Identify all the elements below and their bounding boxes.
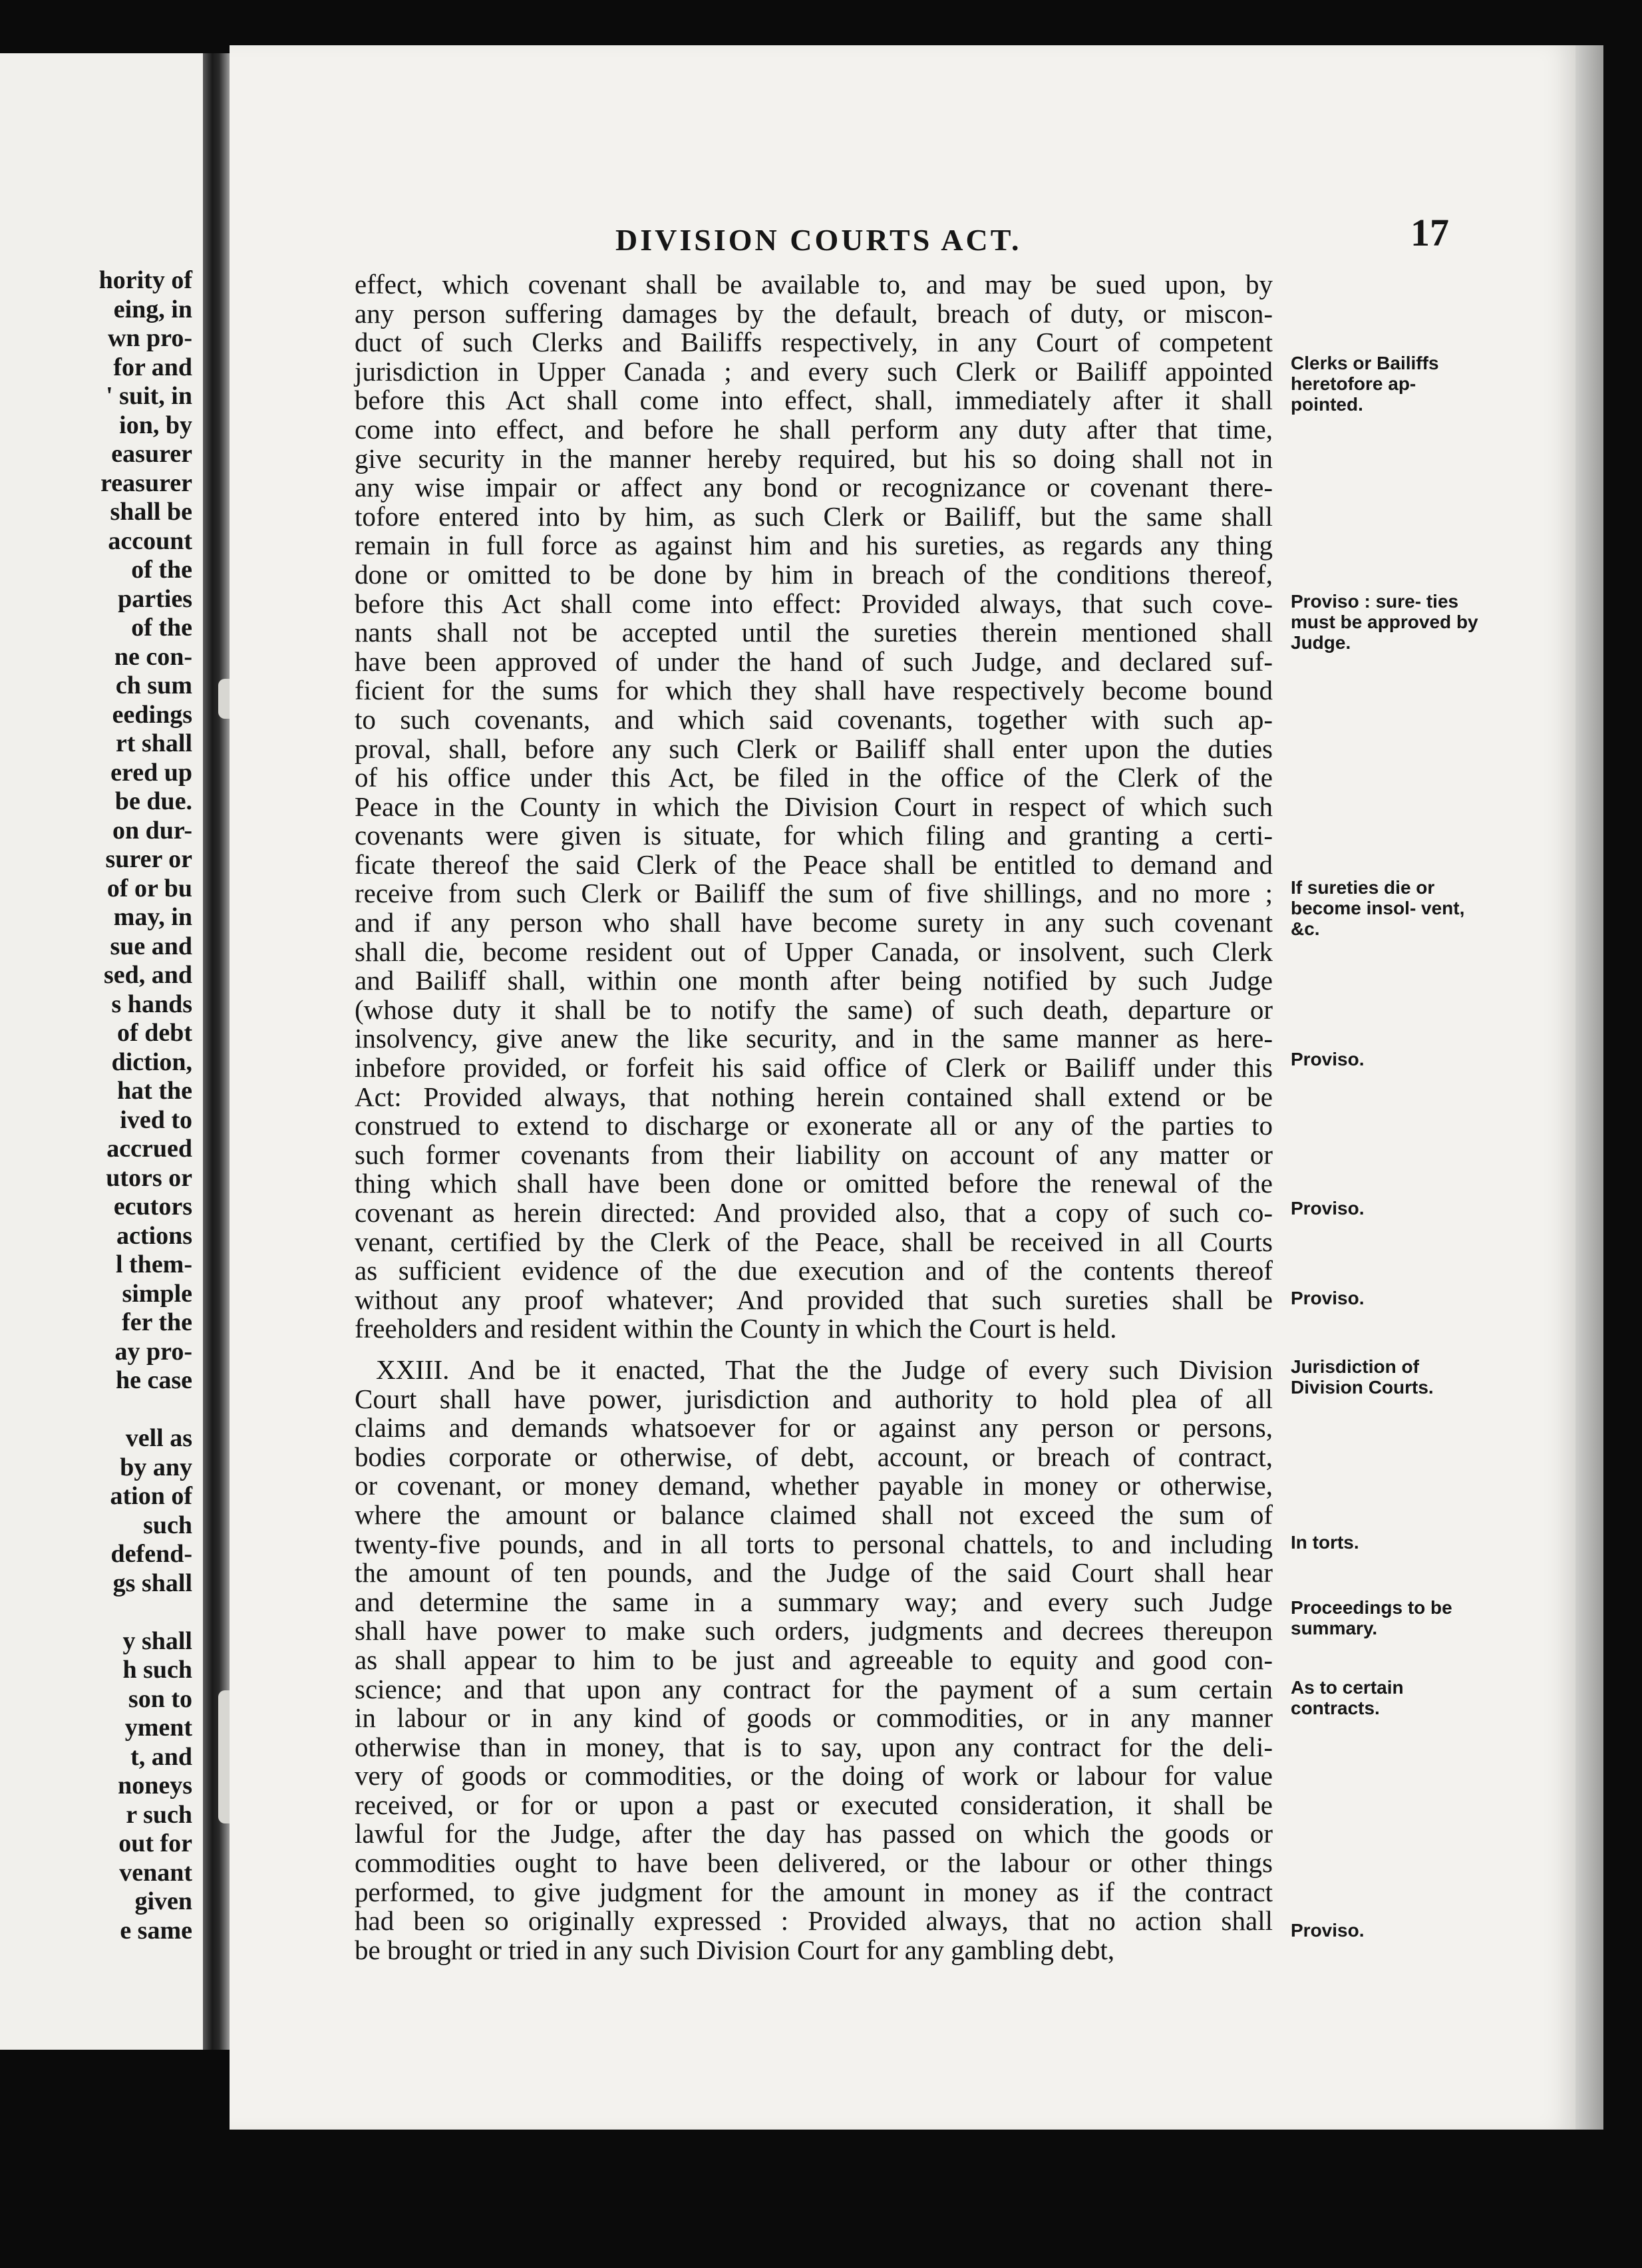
text-line: nants shall not be accepted until the sureties therein mentioned shall <box>355 617 1273 648</box>
facing-page-line: ered up <box>110 758 192 787</box>
margin-note: Proviso. <box>1291 1198 1365 1219</box>
facing-page-line: ay pro- <box>114 1337 192 1366</box>
text-line: lawful for the Judge, after the day has passed on which the goods or <box>355 1818 1273 1849</box>
text-line: (whose duty it shall be to notify the same) of such death, departure or <box>355 994 1273 1025</box>
facing-page-line: account <box>108 526 192 555</box>
text-line: insolvency, give anew the like security, and in the same manner as here- <box>355 1023 1273 1054</box>
text-line: XXIII. And be it enacted, That the the Judge of every such Division <box>376 1354 1273 1385</box>
text-line: and Bailiff shall, within one month after being notified by such Judge <box>355 965 1273 996</box>
body-text <box>355 270 1273 1965</box>
text-line: ficate thereof the said Clerk of the Peace shall be entitled to demand and <box>355 849 1273 880</box>
text-line: where the amount or balance claimed shall not exceed the sum of <box>355 1499 1273 1530</box>
facing-page-line: accrued <box>106 1135 192 1163</box>
facing-page-line: shall be <box>110 498 192 526</box>
facing-page-line: on dur- <box>112 816 192 845</box>
facing-page-line: hat the <box>117 1077 192 1105</box>
facing-page-line: e same <box>120 1916 192 1945</box>
margin-note: In torts. <box>1291 1532 1359 1553</box>
text-line: venant, certified by the Clerk of the Peace, shall be received in all Courts <box>355 1226 1273 1257</box>
text-line: inbefore provided, or forfeit his said office of Clerk or Bailiff under this <box>355 1052 1273 1083</box>
page-edge <box>1575 45 1603 2130</box>
facing-page-line: ation of <box>110 1482 192 1510</box>
facing-page-line: be due. <box>114 787 192 815</box>
text-line: duct of such Clerks and Bailiffs respectively, in any Court of competent <box>355 327 1273 358</box>
facing-page-line: given <box>134 1887 192 1915</box>
margin-note: Proviso : sure- ties must be approved by Judge. <box>1291 591 1478 653</box>
text-line: tofore entered into by him, as such Clerk or Bailiff, but the same shall <box>355 500 1273 532</box>
facing-page-line: sue and <box>110 932 192 960</box>
facing-page-line: may, in <box>113 903 192 931</box>
facing-page-line: l them- <box>115 1250 192 1278</box>
facing-page-line: simple <box>122 1279 192 1308</box>
text-line: covenant as herein directed: And provided also, that a copy of such co- <box>355 1197 1273 1228</box>
text-line: done or omitted to be done by him in breach of the conditions thereof, <box>355 558 1273 590</box>
margin-note: Clerks or Bailiffs heretofore ap- pointed. <box>1291 353 1439 415</box>
text-line: any wise impair or affect any bond or recognizance or covenant there- <box>355 472 1273 503</box>
text-line: come into effect, and before he shall perform any duty after that time, <box>355 413 1273 445</box>
text-line: before this Act shall come into effect, shall, immediately after it shall <box>355 385 1273 416</box>
margin-note: Jurisdiction of Division Courts. <box>1291 1356 1434 1398</box>
facing-page-line: of debt <box>117 1019 192 1047</box>
facing-page-line: ived to <box>120 1105 192 1134</box>
text-line: the amount of ten pounds, and the Judge of the said Court shall hear <box>355 1557 1273 1589</box>
text-line: any person suffering damages by the default, breach of duty, or miscon- <box>355 297 1273 329</box>
facing-page-line: of or bu <box>106 874 192 902</box>
text-line: Peace in the County in which the Division Court in respect of which such <box>355 791 1273 822</box>
facing-page-line: y shall <box>122 1626 192 1655</box>
text-line: ficient for the sums for which they shall have respectively become bound <box>355 675 1273 706</box>
facing-page-line: hority of <box>98 266 192 294</box>
text-line: bodies corporate or otherwise, of debt, account, or breach of contract, <box>355 1441 1273 1472</box>
facing-page-line: fer the <box>122 1308 192 1336</box>
text-line: Court shall have power, jurisdiction and authority to hold plea of all <box>355 1383 1273 1414</box>
facing-page-line: r such <box>126 1800 192 1829</box>
facing-page-line: eing, in <box>113 295 192 323</box>
text-line: have been approved of under the hand of such Judge, and declared suf- <box>355 646 1273 677</box>
text-line: remain in full force as against him and his sureties, as regards any thing <box>355 530 1273 561</box>
text-line: such former covenants from their liability on account of any matter or <box>355 1139 1273 1170</box>
text-line: had been so originally expressed : Provided always, that no action shall <box>355 1905 1273 1937</box>
text-line: and determine the same in a summary way; and every such Judge <box>355 1586 1273 1617</box>
text-line: received, or for or upon a past or executed consideration, it shall be <box>355 1789 1273 1820</box>
facing-page-line: rt shall <box>115 729 192 757</box>
margin-note: Proviso. <box>1291 1049 1365 1069</box>
margin-note: If sureties die or become insol- vent, &c. <box>1291 877 1465 939</box>
text-line: twenty-five pounds, and in all torts to personal chattels, to and including <box>355 1528 1273 1559</box>
facing-page-line: of the <box>131 614 192 642</box>
facing-page-line: parties <box>118 584 192 613</box>
text-line: shall die, become resident out of Upper Canada, or insolvent, such Clerk <box>355 936 1273 967</box>
facing-page-line: actions <box>116 1221 192 1250</box>
margin-note: Proceedings to be summary. <box>1291 1597 1452 1638</box>
facing-page-line: for and <box>113 353 192 381</box>
text-line: shall have power to make such orders, judgments and decrees thereupon <box>355 1615 1273 1646</box>
text-line: science; and that upon any contract for the payment of a sum certain <box>355 1673 1273 1704</box>
text-line: in labour or in any kind of goods or commodities, or in any manner <box>355 1702 1273 1734</box>
facing-page-line: son to <box>128 1684 192 1713</box>
paragraph-1 <box>355 270 1273 1344</box>
text-line: give security in the manner hereby required, but his so doing shall not in <box>355 443 1273 474</box>
facing-page-line: of the <box>131 556 192 584</box>
facing-page-line: ecutors <box>113 1193 192 1221</box>
text-line: as shall appear to him to be just and agreeable to equity and good con- <box>355 1644 1273 1675</box>
text-line: Act: Provided always, that nothing herein contained shall extend or be <box>355 1081 1273 1112</box>
text-line: proval, shall, before any such Clerk or Bailiff shall enter upon the duties <box>355 733 1273 764</box>
text-line: construed to extend to discharge or exonerate all or any of the parties to <box>355 1110 1273 1141</box>
margin-note: Proviso. <box>1291 1920 1365 1941</box>
text-line: performed, to give judgment for the amount in money as if the contract <box>355 1876 1273 1907</box>
text-line: as sufficient evidence of the due execution and of the contents thereof <box>355 1255 1273 1286</box>
paragraph-2-section-xxiii <box>355 1356 1273 1965</box>
text-line: jurisdiction in Upper Canada ; and every such Clerk or Bailiff appointed <box>355 355 1273 387</box>
facing-page-line: reasurer <box>100 469 192 497</box>
facing-page-line: defend- <box>110 1540 192 1568</box>
text-line: or covenant, or money demand, whether payable in money or otherwise, <box>355 1470 1273 1501</box>
facing-page-line: ne con- <box>114 642 192 671</box>
text-line: very of goods or commodities, or the doing of work or labour for value <box>355 1760 1273 1792</box>
text-line: without any proof whatever; And provided that such sureties shall be <box>355 1284 1273 1315</box>
facing-page-line: venant <box>119 1858 192 1887</box>
facing-page-line: diction, <box>111 1047 192 1076</box>
facing-page-line: ' suit, in <box>106 382 192 410</box>
facing-page-line: easurer <box>111 440 192 468</box>
facing-page-line: sed, and <box>103 961 192 989</box>
text-line: to such covenants, and which said covenants, together with such ap- <box>355 703 1273 735</box>
facing-page-line: t, and <box>130 1742 192 1771</box>
text-line: be brought or tried in any such Division Court for any gambling debt, <box>355 1934 1115 1965</box>
text-line: otherwise than in money, that is to say, upon any contract for the deli- <box>355 1731 1273 1762</box>
facing-page-line: he case <box>115 1366 192 1394</box>
facing-page-line: out for <box>118 1829 192 1857</box>
facing-page-line: wn pro- <box>107 324 192 352</box>
text-line: effect, which covenant shall be available to, and may be sued upon, by <box>355 269 1273 299</box>
text-line: thing which shall have been done or omitted before the renewal of the <box>355 1168 1273 1199</box>
facing-page-line: utors or <box>106 1163 192 1192</box>
text-line: freeholders and resident within the County in which the Court is held. <box>355 1313 1117 1344</box>
facing-page-line: noneys <box>118 1772 192 1799</box>
facing-page-line: h such <box>122 1656 192 1684</box>
text-line: before this Act shall come into effect: Provided always, that such cove- <box>355 588 1273 619</box>
text-line: claims and demands whatsoever for or against any person or persons, <box>355 1412 1273 1443</box>
running-head: DIVISION COURTS ACT. <box>615 223 1022 257</box>
facing-page-line: ch sum <box>115 671 192 699</box>
facing-page-line: s hands <box>111 990 192 1018</box>
facing-page-line: yment <box>124 1714 192 1742</box>
facing-page-line: vell as <box>125 1424 192 1452</box>
text-line: covenants were given is situate, for which filing and granting a certi- <box>355 820 1273 851</box>
margin-note: As to certain contracts. <box>1291 1677 1404 1718</box>
page-number: 17 <box>1410 211 1449 254</box>
facing-page-line: ion, by <box>119 411 192 439</box>
facing-page-fragment <box>0 53 203 2050</box>
facing-page-line: gs shall <box>112 1569 192 1597</box>
text-line: and if any person who shall have become surety in any such covenant <box>355 907 1273 938</box>
text-line: of his office under this Act, be filed in the office of the Clerk of the <box>355 762 1273 793</box>
text-line: commodities ought to have been delivered, or the labour or other things <box>355 1847 1273 1879</box>
facing-page-line: by any <box>120 1453 192 1481</box>
margin-note: Proviso. <box>1291 1288 1365 1308</box>
facing-page-line: such <box>143 1511 192 1539</box>
text-line: receive from such Clerk or Bailiff the sum of five shillings, and no more ; <box>355 878 1273 909</box>
facing-page-line: surer or <box>105 845 192 873</box>
facing-page-line: eedings <box>112 700 192 729</box>
